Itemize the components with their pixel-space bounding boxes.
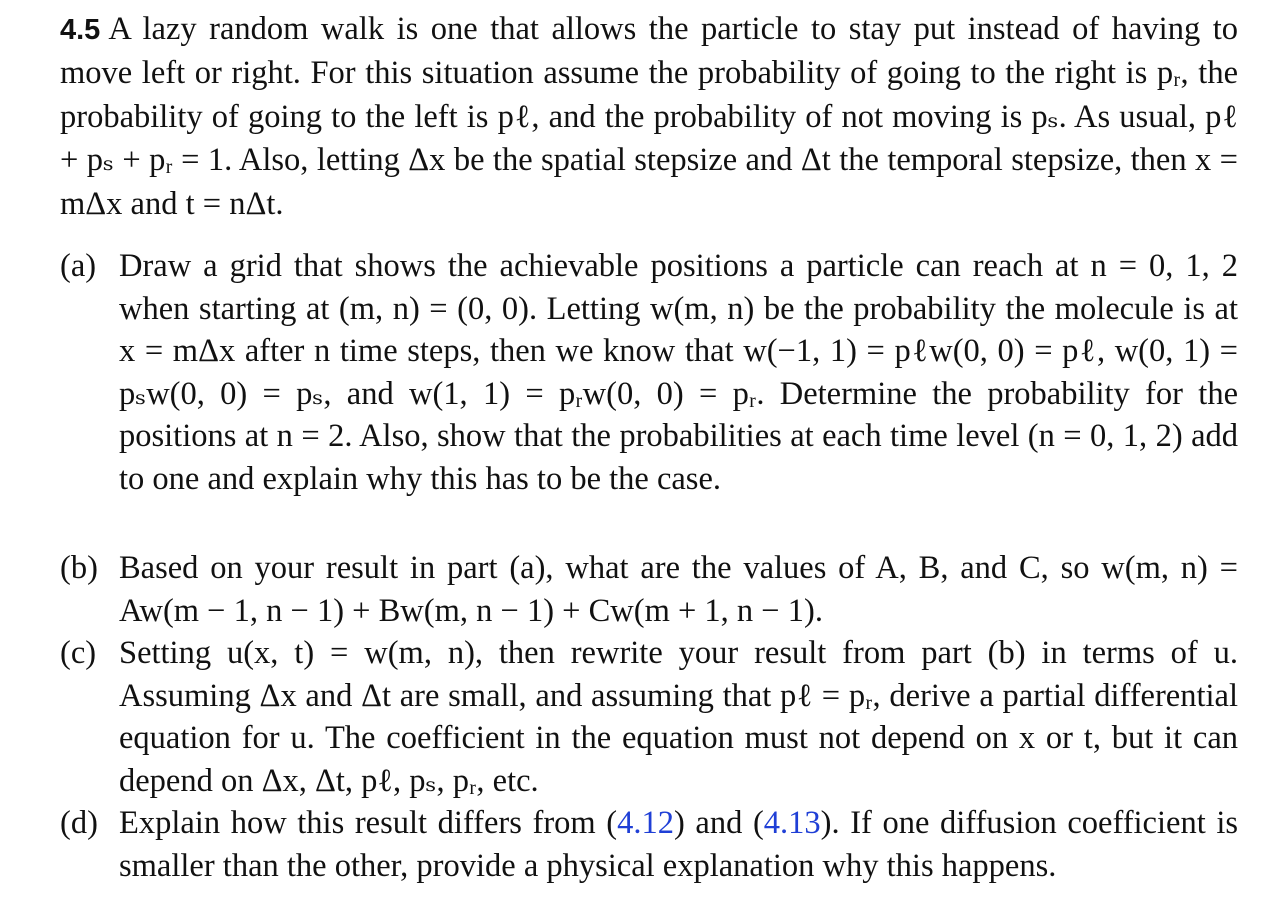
part-c-label: (c) — [60, 635, 97, 671]
part-d-label: (d) — [60, 805, 98, 841]
part-c-text: Setting u(x, t) = w(m, n), then rewrite your result from part (b) in terms of u. Assuming Δx and Δt are small, and assuming that pℓ = pᵣ, derive a partial differential equation for u. The coefficient in the equation must not depend on x or t, but it can depend on Δx, Δt, pℓ, pₛ, pᵣ, etc. — [119, 635, 1238, 799]
part-a-text: Draw a grid that shows the achievable positions a particle can reach at n = 0, 1, 2 when starting at (m, n) = (0, 0). Letting w(m, n) be the probability the molecule is at x = mΔx after n time steps, then we know that w(−1, 1) = pℓw(0, 0) = pℓ, w(0, 1) = pₛw(0, 0) = pₛ, and w(1, 1) = pᵣw(0, 0) = pᵣ. Determine the probability for the positions at n = 2. Also, show that the probabilities at each time level (n = 0, 1, 2) add to one and explain why this has to be the case. — [119, 248, 1238, 497]
problem-parts — [60, 245, 1238, 887]
part-a — [60, 245, 1238, 547]
part-d-text-mid: ) and ( — [673, 805, 764, 841]
part-d — [60, 802, 1238, 887]
part-a-label: (a) — [60, 248, 97, 284]
part-c — [60, 632, 1238, 802]
part-b-text: Based on your result in part (a), what are the values of A, B, and C, so w(m, n) = Aw(m − 1, n − 1) + Bw(m, n − 1) + Cw(m + 1, n − 1). — [119, 550, 1238, 629]
equation-ref-4-12[interactable]: 4.12 — [617, 805, 674, 841]
part-b-label: (b) — [60, 550, 98, 586]
part-d-text-after: ). If one diffusion coefficient is smaller than the other, provide a physical explanation why this happens. — [119, 805, 1239, 884]
problem-intro — [60, 8, 1238, 226]
problem-number: 4.5 — [60, 14, 101, 46]
problem-intro-text: A lazy random walk is one that allows the particle to stay put instead of having to move left or right. For this situation assume the probability of going to the right is pᵣ, the probability of going to the left is pℓ, and the probability of not moving is pₛ. As usual, pℓ + pₛ + pᵣ = 1. Also, letting Δx be the spatial stepsize and Δt the temporal stepsize, then x = mΔx and t = nΔt. — [60, 11, 1238, 222]
part-b — [60, 547, 1238, 632]
part-d-text-before: Explain how this result differs from ( — [119, 805, 618, 841]
equation-ref-4-13[interactable]: 4.13 — [763, 805, 821, 841]
